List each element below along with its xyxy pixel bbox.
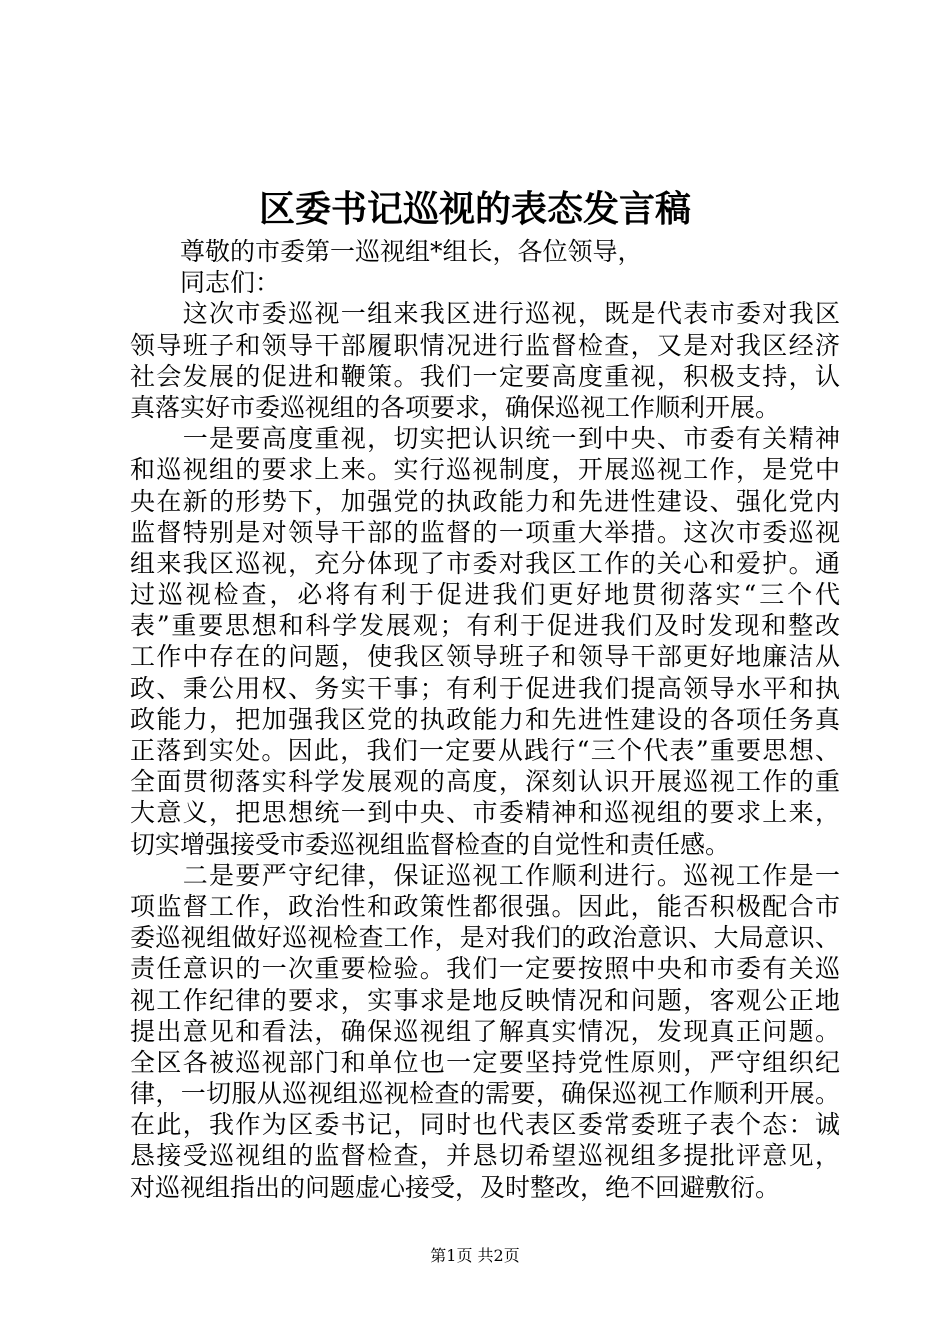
text-line: 切实增强接受市委巡视组监督检查的自觉性和责任感。 (130, 829, 731, 859)
document-body (130, 236, 840, 1203)
text-line: 视工作纪律的要求，实事求是地反映情况和问题，客观公正地 (130, 985, 840, 1015)
text-line: 正落到实处。因此，我们一定要从践行“三个代表”重要思想、 (130, 736, 840, 765)
text-line: 二是要严守纪律，保证巡视工作顺利进行。巡视工作是一 (130, 860, 840, 890)
text-line: 领导班子和领导干部履职情况进行监督检查，又是对我区经济 (130, 330, 840, 360)
text-line: 组来我区巡视，充分体现了市委对我区工作的关心和爱护。通 (130, 548, 840, 578)
text-line: 项监督工作，政治性和政策性都很强。因此，能否积极配合市 (130, 891, 840, 921)
text-line: 工作中存在的问题，使我区领导班子和领导干部更好地廉洁从 (130, 642, 840, 672)
text-line: 表”重要思想和科学发展观；有利于促进我们及时发现和整改 (130, 611, 840, 641)
document-title: 区委书记巡视的表态发言稿 (258, 188, 691, 230)
text-line: 央在新的形势下，加强党的执政能力和先进性建设、强化党内 (130, 486, 840, 516)
text-line: 政能力，把加强我区党的执政能力和先进性建设的各项任务真 (130, 704, 840, 734)
page-footer: 第1页 共2页 (430, 1246, 520, 1265)
text-line: 责任意识的一次重要检验。我们一定要按照中央和市委有关巡 (130, 954, 840, 984)
text-line: 全面贯彻落实科学发展观的高度，深刻认识开展巡视工作的重 (130, 767, 840, 797)
text-line: 过巡视检查，必将有利于促进我们更好地贯彻落实“三个代 (130, 580, 840, 610)
text-line: 真落实好市委巡视组的各项要求，确保巡视工作顺利开展。 (130, 392, 781, 422)
text-line: 这次市委巡视一组来我区进行巡视，既是代表市委对我区 (130, 299, 840, 329)
text-line: 和巡视组的要求上来。实行巡视制度，开展巡视工作，是党中 (130, 455, 840, 485)
text-line: 恳接受巡视组的监督检查，并恳切希望巡视组多提批评意见， (130, 1141, 840, 1171)
text-line: 社会发展的促进和鞭策。我们一定要高度重视，积极支持，认 (130, 361, 840, 391)
text-line: 尊敬的市委第一巡视组*组长，各位领导， (130, 237, 643, 266)
text-line: 同志们： (130, 268, 281, 298)
text-line: 律，一切服从巡视组巡视检查的需要，确保巡视工作顺利开展。 (130, 1079, 840, 1109)
text-line: 在此，我作为区委书记，同时也代表区委常委班子表个态：诚 (130, 1110, 840, 1140)
text-line: 大意义，把思想统一到中央、市委精神和巡视组的要求上来， (130, 798, 840, 828)
text-line: 政、秉公用权、务实干事；有利于促进我们提高领导水平和执 (130, 673, 840, 703)
text-line: 对巡视组指出的问题虚心接受，及时整改，绝不回避敷衍。 (130, 1172, 781, 1202)
text-line: 委巡视组做好巡视检查工作，是对我们的政治意识、大局意识、 (130, 923, 840, 953)
text-line: 监督特别是对领导干部的监督的一项重大举措。这次市委巡视 (130, 517, 840, 547)
text-line: 一是要高度重视，切实把认识统一到中央、市委有关精神 (130, 424, 840, 454)
text-line: 全区各被巡视部门和单位也一定要坚持党性原则，严守组织纪 (130, 1047, 840, 1077)
text-line: 提出意见和看法，确保巡视组了解真实情况，发现真正问题。 (130, 1016, 840, 1046)
